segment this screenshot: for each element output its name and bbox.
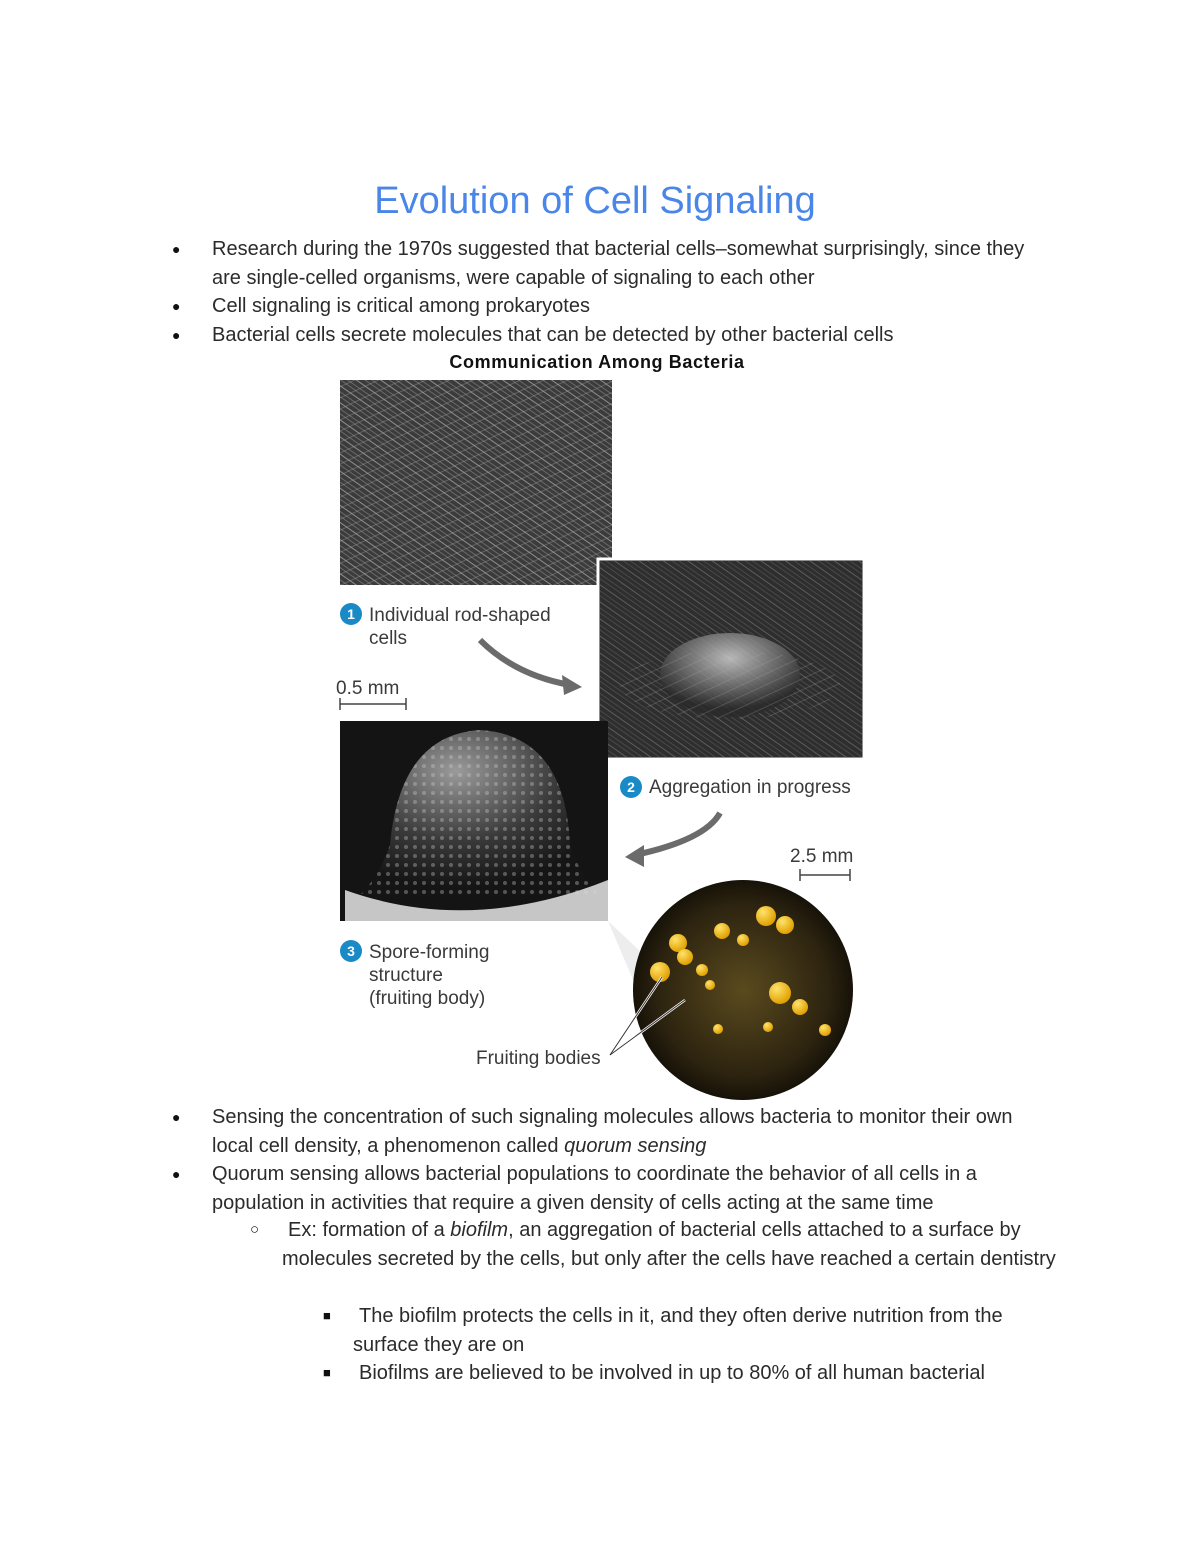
bullet-item — [176, 321, 1056, 350]
bullet-item — [176, 1103, 1056, 1160]
step-3-label-line1: Spore-forming — [369, 942, 490, 963]
step-3-number: 3 — [347, 943, 355, 959]
bullet-text: Cell signaling is critical among prokaryotes — [212, 295, 590, 318]
term-quorum-sensing: quorum sensing — [564, 1134, 707, 1157]
bullet-item — [176, 1160, 1056, 1217]
step-3-label-line2: structure — [369, 965, 443, 986]
subsub-bullet-item: ■ The biofilm protects the cells in it, and they often derive nutrition from the surface they are on — [353, 1302, 1073, 1359]
bullet-item — [176, 292, 1056, 321]
bullet-item — [176, 235, 1056, 292]
arrow-1-icon — [480, 640, 582, 695]
step-1-label-line1: Individual rod-shaped — [369, 605, 551, 626]
panel-3-photo — [340, 721, 608, 921]
panel-2-photo — [598, 559, 864, 759]
bottom-bullet-list — [176, 1103, 1056, 1217]
scale-bar-1-label: 0.5 mm — [336, 678, 400, 699]
term-biofilm: biofilm — [450, 1219, 509, 1241]
bacteria-figure — [330, 375, 870, 1105]
fruiting-bodies-label: Fruiting bodies — [476, 1048, 601, 1069]
step-2-label: Aggregation in progress — [649, 777, 851, 798]
scale-bar-2 — [800, 869, 850, 881]
step-3-label-line3: (fruiting body) — [369, 988, 486, 1009]
page-title: Evolution of Cell Signaling — [374, 180, 816, 222]
bullet-text: Quorum sensing allows bacterial populations to coordinate the behavior of all cells in a population in activities that require a given density of cells acting at the same time — [212, 1163, 977, 1214]
arrow-2-icon — [625, 813, 720, 867]
bullet-text: Bacterial cells secrete molecules that can be detected by other bacterial cells — [212, 323, 894, 346]
scale-bar-2-label: 2.5 mm — [790, 846, 854, 867]
figure-title: Communication Among Bacteria — [449, 352, 745, 372]
bullet-text — [212, 1106, 1012, 1157]
scale-bar-1 — [340, 698, 406, 710]
step-1-label-line2: cells — [369, 628, 408, 649]
bullet-text: Research during the 1970s suggested that bacterial cells–somewhat surprisingly, since they are single-celled organisms, were capable of signaling to each other — [212, 238, 1025, 289]
step-1-number: 1 — [347, 606, 355, 622]
top-bullet-list — [176, 235, 1056, 349]
panel-1-photo — [340, 380, 612, 585]
subsub-bullet-item: ■ Biofilms are believed to be involved in up to 80% of all human bacterial — [353, 1359, 1073, 1388]
sub-bullet-text-before: Ex: formation of a — [288, 1219, 451, 1241]
sub-bullet-item — [282, 1216, 1072, 1273]
sub-bullet-list — [282, 1216, 1072, 1273]
step-2-number: 2 — [627, 779, 635, 795]
subsub-bullet-list — [353, 1302, 1073, 1388]
bullet-text-part: Sensing the concentration of such signaling molecules allows bacteria to monitor their own local cell density, a phenomenon called — [212, 1106, 1013, 1157]
fruiting-bodies-photo — [633, 880, 853, 1100]
sub-bullet-text-after: , an aggregation of bacterial cells attached to a surface by molecules secreted by the cells, but only after the cells have reached a certain dentistry — [282, 1219, 1056, 1270]
